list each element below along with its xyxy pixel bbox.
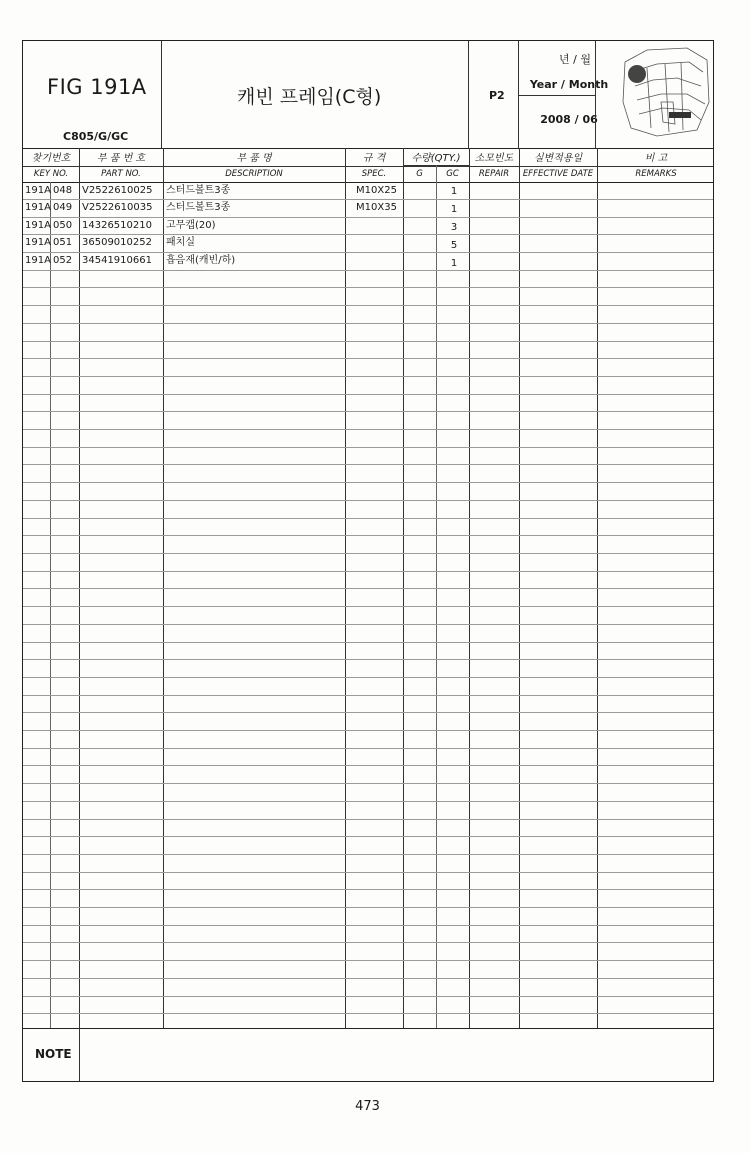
figure-number: FIG 191A — [47, 75, 147, 99]
row-rule — [23, 836, 713, 837]
part-no: 34541910661 — [82, 255, 152, 266]
page-title: 캐빈 프레임(C형) — [237, 86, 382, 108]
key-no: 052 — [53, 255, 73, 266]
qty-gc: 1 — [450, 204, 458, 215]
part-no: V2522610035 — [82, 202, 153, 213]
part-no: 36509010252 — [82, 237, 152, 248]
qty-gc: 3 — [450, 222, 458, 233]
qty-gc: 5 — [450, 240, 458, 251]
fig-no: 191A — [25, 185, 51, 196]
issue-date: 2008 / 06 — [540, 113, 598, 126]
model-code: C805/G/GC — [63, 130, 129, 143]
row-rule — [23, 287, 713, 288]
qty-g-header: G — [416, 169, 423, 179]
key-no: 051 — [53, 237, 73, 248]
part-no-header-korean: 부 품 번 호 — [96, 153, 146, 164]
row-rule — [23, 642, 713, 643]
row-rule — [23, 960, 713, 961]
qty-header: 수량(QTY.) — [411, 153, 461, 164]
row-rule — [23, 305, 713, 306]
fig-no: 191A — [25, 202, 51, 213]
part-no: 14326510210 — [82, 220, 152, 231]
row-rule — [23, 464, 713, 465]
repair-header: REPAIR — [478, 169, 510, 179]
row-rule — [23, 606, 713, 607]
key-no-header-korean: 찾기번호 — [31, 153, 71, 164]
row-rule — [23, 996, 713, 997]
fig-no: 191A — [25, 220, 51, 231]
row-rule — [23, 872, 713, 873]
row-rule — [23, 1013, 713, 1014]
spec: M10X25 — [356, 185, 397, 196]
row-rule — [23, 819, 713, 820]
row-rule — [23, 978, 713, 979]
row-rule — [23, 429, 713, 430]
row-rule — [23, 411, 713, 412]
spec: M10X35 — [356, 202, 397, 213]
row-rule — [23, 518, 713, 519]
page-code: P2 — [489, 89, 505, 102]
description: 패치실 — [166, 237, 195, 248]
machine-thumbnail-image — [617, 42, 713, 140]
row-rule — [23, 889, 713, 890]
part-no-header: PART NO. — [101, 169, 141, 179]
row-rule — [23, 376, 713, 377]
row-rule — [23, 695, 713, 696]
key-no: 050 — [53, 220, 73, 231]
remarks-header-korean: 비 고 — [644, 153, 668, 164]
description: 스터드볼트3종 — [166, 202, 231, 213]
row-rule — [23, 270, 713, 271]
row-rule — [23, 482, 713, 483]
description-header-korean: 부 품 명 — [236, 153, 272, 164]
description: 흡음재(캐빈/하) — [166, 255, 236, 266]
row-rule — [23, 553, 713, 554]
row-rule — [23, 659, 713, 660]
row-rule — [23, 925, 713, 926]
row-rule — [23, 783, 713, 784]
row-rule — [23, 942, 713, 943]
spec-header: SPEC. — [361, 169, 387, 179]
page-number: 473 — [355, 1099, 380, 1114]
key-no-header: KEY NO. — [33, 169, 69, 179]
remarks-header: REMARKS — [635, 169, 677, 179]
description: 스터드볼트3종 — [166, 185, 231, 196]
part-no: V2522610025 — [82, 185, 153, 196]
key-no: 049 — [53, 202, 73, 213]
row-rule — [23, 341, 713, 342]
note-label: NOTE — [35, 1047, 72, 1061]
row-rule — [23, 907, 713, 908]
row-rule — [23, 624, 713, 625]
description: 고무캡(20) — [166, 220, 216, 231]
row-rule — [23, 748, 713, 749]
row-rule — [23, 447, 713, 448]
qty-gc-header: GC — [446, 169, 459, 179]
year-month-korean-label: 년 / 월 — [559, 53, 591, 66]
row-rule — [23, 500, 713, 501]
spec-header-korean: 규 격 — [362, 153, 386, 164]
year-month-label: Year / Month — [529, 78, 609, 91]
fig-no: 191A — [25, 255, 51, 266]
key-no: 048 — [53, 185, 73, 196]
effective-date-header-korean: 실변적용일 — [533, 153, 583, 164]
repair-header-korean: 소모빈도 — [474, 153, 514, 164]
row-rule — [23, 535, 713, 536]
qty-gc: 1 — [450, 186, 458, 197]
description-header: DESCRIPTION — [225, 169, 283, 179]
row-rule — [23, 854, 713, 855]
row-rule — [23, 765, 713, 766]
row-rule — [23, 801, 713, 802]
row-rule — [23, 677, 713, 678]
effective-date-header: EFFECTIVE DATE — [522, 169, 594, 179]
row-rule — [23, 394, 713, 395]
row-rule — [23, 323, 713, 324]
qty-gc: 1 — [450, 258, 458, 269]
row-rule — [23, 358, 713, 359]
row-rule — [23, 571, 713, 572]
row-rule — [23, 588, 713, 589]
row-rule — [23, 712, 713, 713]
row-rule — [23, 730, 713, 731]
fig-no: 191A — [25, 237, 51, 248]
parts-list-sheet — [22, 40, 714, 1082]
